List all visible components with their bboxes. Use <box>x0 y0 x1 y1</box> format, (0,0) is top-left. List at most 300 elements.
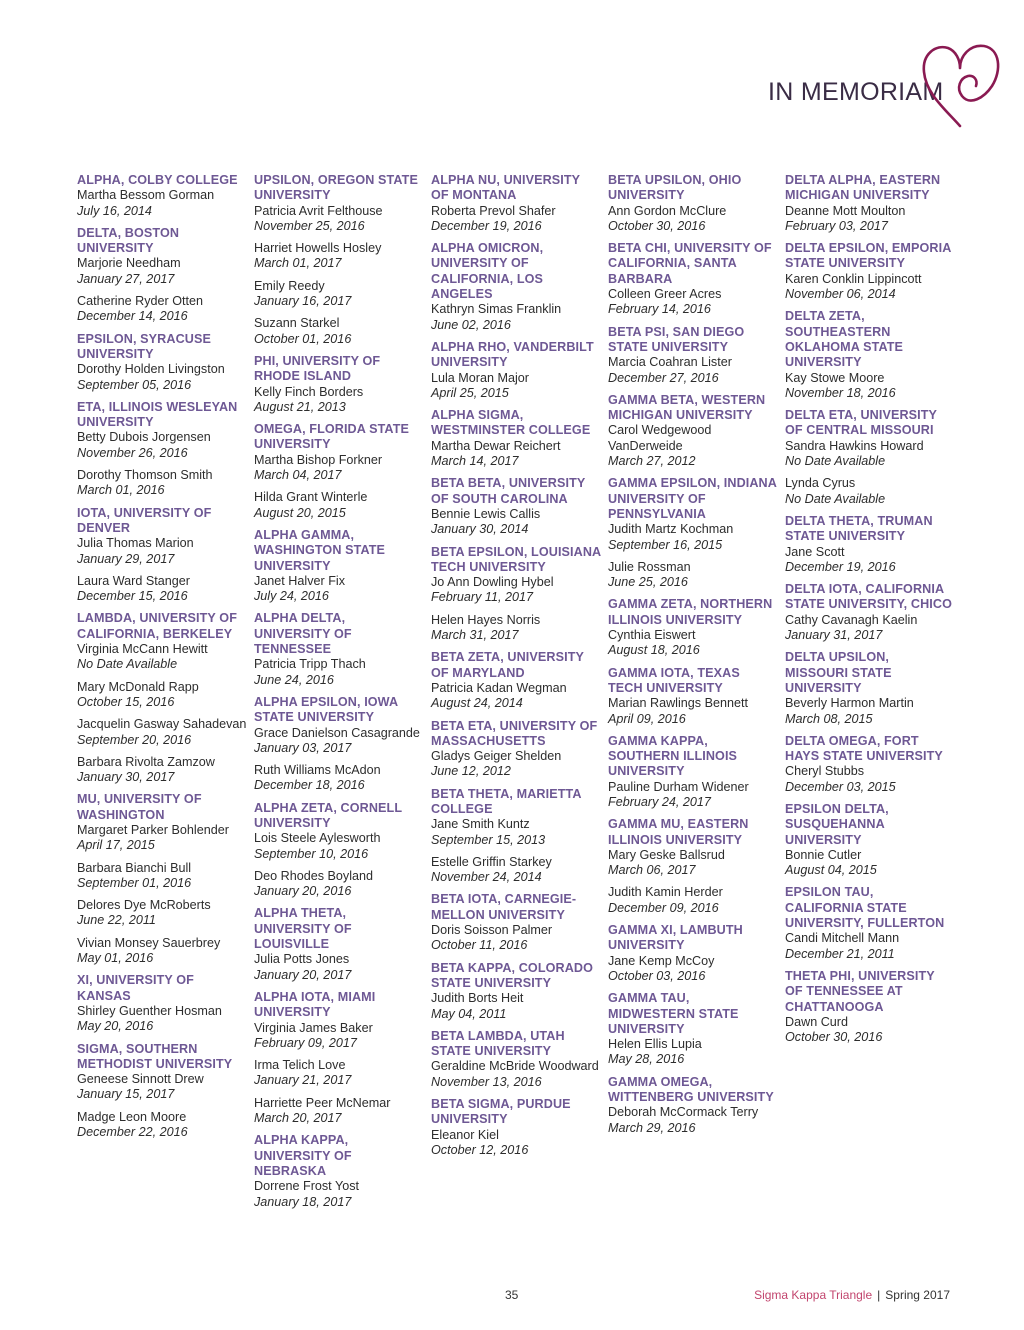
member-date: January 30, 2017 <box>77 770 175 785</box>
chapter-name: ALPHA ZETA, CORNELL UNIVERSITY <box>254 800 402 830</box>
member-name: Martha Dewar Reichert <box>431 438 561 453</box>
member-date: May 20, 2016 <box>77 1019 154 1034</box>
member-name: Jacquelin Gasway Sahadevan <box>77 717 247 732</box>
member-date: March 01, 2016 <box>77 483 165 498</box>
member-date: November 06, 2014 <box>785 287 896 302</box>
member-date: November 26, 2016 <box>77 445 188 460</box>
member-date: November 25, 2016 <box>254 218 365 233</box>
chapter-group <box>785 173 955 234</box>
member-name: Julia Potts Jones <box>254 952 350 967</box>
member-date: December 19, 2016 <box>785 559 896 574</box>
chapter-group <box>254 422 424 521</box>
member-entry <box>785 613 955 644</box>
member-date: August 24, 2014 <box>431 696 523 711</box>
member-date: December 21, 2011 <box>785 946 895 961</box>
chapter-group <box>77 226 247 325</box>
chapter-name: MU, UNIVERSITY OF WASHINGTON <box>77 792 202 822</box>
chapter-name: DELTA IOTA, CALIFORNIA STATE UNIVERSITY, CHICO <box>785 582 952 612</box>
chapter-group <box>431 787 601 886</box>
member-entry <box>77 1004 247 1035</box>
member-name: Geraldine McBride Woodward <box>431 1059 599 1074</box>
member-entry <box>785 1015 955 1046</box>
page-header <box>700 40 1010 140</box>
chapter-name: GAMMA EPSILON, INDIANA UNIVERSITY OF PENNSYLVANIA <box>608 476 777 521</box>
footer-separator: | <box>877 1288 881 1302</box>
chapter-name: GAMMA IOTA, TEXAS TECH UNIVERSITY <box>608 665 740 695</box>
member-name: Emily Reedy <box>254 278 325 293</box>
chapter-name: EPSILON TAU, CALIFORNIA STATE UNIVERSITY, FULLERTON <box>785 885 945 931</box>
member-date: February 11, 2017 <box>431 590 533 605</box>
chapter-group <box>785 582 955 643</box>
member-name: Deanne Mott Moulton <box>785 203 906 218</box>
member-entry <box>254 385 424 416</box>
member-entry <box>431 855 601 886</box>
member-entry <box>77 642 247 673</box>
chapter-group <box>785 802 955 878</box>
chapter-name: BETA PSI, SAN DIEGO STATE UNIVERSITY <box>608 324 745 354</box>
member-name: Kay Stowe Moore <box>785 370 885 385</box>
member-date: August 04, 2015 <box>785 863 877 878</box>
chapter-group <box>608 241 778 317</box>
chapter-group <box>77 611 247 785</box>
member-date: August 20, 2015 <box>254 505 346 520</box>
member-entry <box>254 316 424 347</box>
member-date: November 18, 2016 <box>785 385 896 400</box>
chapter-group <box>608 923 778 984</box>
chapter-group <box>431 650 601 711</box>
chapter-name: DELTA, BOSTON UNIVERSITY <box>77 225 180 256</box>
chapter-name: ETA, ILLINOIS WESLEYAN UNIVERSITY <box>77 399 238 430</box>
member-entry <box>254 869 424 900</box>
chapter-group <box>608 393 778 469</box>
member-date: May 01, 2016 <box>77 951 154 966</box>
member-name: Martha Bishop Forkner <box>254 452 383 467</box>
member-name: Harriette Peer McNemar <box>254 1095 391 1110</box>
member-date: March 06, 2017 <box>608 863 696 878</box>
chapter-group <box>77 400 247 499</box>
member-name: Jane Smith Kuntz <box>431 817 530 832</box>
member-name: Beverly Harmon Martin <box>785 696 914 711</box>
member-entry <box>431 749 601 780</box>
chapter-group <box>254 611 424 687</box>
member-date: January 30, 2014 <box>431 522 529 537</box>
chapter-group <box>77 332 247 393</box>
chapter-name: DELTA EPSILON, EMPORIA STATE UNIVERSITY <box>785 241 951 271</box>
member-date: March 20, 2017 <box>254 1111 342 1126</box>
member-entry <box>608 954 778 985</box>
chapter-group <box>608 173 778 234</box>
member-entry <box>77 536 247 567</box>
chapter-group <box>431 1097 601 1158</box>
publication-footer <box>754 1288 950 1302</box>
member-name: Margaret Parker Bohlender <box>77 822 229 837</box>
member-entry <box>608 696 778 727</box>
member-date: October 03, 2016 <box>608 968 706 983</box>
member-date: December 27, 2016 <box>608 370 719 385</box>
member-entry <box>77 256 247 287</box>
memoriam-column <box>785 173 955 1045</box>
member-name: Judith Kamin Herder <box>608 885 723 900</box>
member-entry <box>254 831 424 862</box>
member-date: May 04, 2011 <box>431 1006 507 1021</box>
chapter-group <box>608 325 778 386</box>
member-name: Julie Rossman <box>608 559 691 574</box>
chapter-group <box>431 408 601 469</box>
member-entry <box>608 204 778 235</box>
chapter-name: SIGMA, SOUTHERN METHODIST UNIVERSITY <box>77 1041 233 1071</box>
member-name: Eleanor Kiel <box>431 1127 499 1142</box>
member-date: March 04, 2017 <box>254 468 342 483</box>
chapter-group <box>431 892 601 953</box>
member-name: Patricia Kadan Wegman <box>431 680 567 695</box>
member-date: October 30, 2016 <box>608 218 706 233</box>
chapter-group <box>785 734 955 795</box>
member-name: Deo Rhodes Boyland <box>254 868 374 883</box>
member-date: January 16, 2017 <box>254 294 352 309</box>
chapter-group <box>77 506 247 605</box>
member-name: Madge Leon Moore <box>77 1109 187 1124</box>
member-name: Lois Steele Aylesworth <box>254 831 381 846</box>
chapter-name: ALPHA NU, UNIVERSITY OF MONTANA <box>431 173 580 203</box>
member-name: Doris Soisson Palmer <box>431 923 553 938</box>
member-entry <box>608 848 778 879</box>
member-entry <box>785 272 955 303</box>
member-name: Lula Moran Major <box>431 370 529 385</box>
member-name: Colleen Greer Acres <box>608 287 722 302</box>
member-date: January 20, 2017 <box>254 967 352 982</box>
member-name: Jane Scott <box>785 544 845 559</box>
member-entry <box>431 439 601 470</box>
chapter-group <box>785 514 955 575</box>
chapter-group <box>431 545 601 644</box>
member-date: June 24, 2016 <box>254 672 334 687</box>
member-entry <box>431 681 601 712</box>
member-name: Harriet Howells Hosley <box>254 241 382 256</box>
member-name: Grace Danielson Casagrande <box>254 725 420 740</box>
member-entry <box>785 764 955 795</box>
member-date: October 01, 2016 <box>254 331 352 346</box>
member-entry <box>77 574 247 605</box>
member-entry <box>431 991 601 1022</box>
member-date: March 14, 2017 <box>431 454 519 469</box>
member-entry <box>254 952 424 983</box>
member-date: November 13, 2016 <box>431 1074 542 1089</box>
member-name: Julia Thomas Marion <box>77 536 194 551</box>
member-entry <box>431 817 601 848</box>
member-entry <box>77 188 247 219</box>
member-name: Shirley Guenther Hosman <box>77 1003 222 1018</box>
member-name: Catherine Ryder Otten <box>77 294 203 309</box>
member-name: Lynda Cyrus <box>785 476 856 491</box>
member-name: Roberta Prevol Shafer <box>431 203 556 218</box>
member-entry <box>254 574 424 605</box>
chapter-name: BETA ETA, UNIVERSITY OF MASSACHUSETTS <box>431 718 598 748</box>
member-date: April 17, 2015 <box>77 838 155 853</box>
member-entry <box>254 490 424 521</box>
member-entry <box>785 848 955 879</box>
member-date: October 30, 2016 <box>785 1030 883 1045</box>
member-entry <box>77 430 247 461</box>
member-entry <box>431 923 601 954</box>
member-entry <box>431 1059 601 1090</box>
chapter-name: ALPHA, COLBY COLLEGE <box>77 173 238 187</box>
chapter-name: ALPHA RHO, VANDERBILT UNIVERSITY <box>431 339 594 370</box>
member-date: December 19, 2016 <box>431 218 542 233</box>
chapter-group <box>431 1029 601 1090</box>
member-entry <box>785 931 955 962</box>
member-entry <box>254 726 424 757</box>
chapter-name: BETA IOTA, CARNEGIE-MELLON UNIVERSITY <box>431 892 577 922</box>
member-name: Carol Wedgewood VanDerweide <box>608 423 712 453</box>
member-name: Dawn Curd <box>785 1014 848 1029</box>
chapter-name: LAMBDA, UNIVERSITY OF CALIFORNIA, BERKELEY <box>77 611 237 641</box>
member-date: December 03, 2015 <box>785 779 896 794</box>
member-date: November 24, 2014 <box>431 870 542 885</box>
member-entry <box>254 1179 424 1210</box>
member-name: Cathy Cavanagh Kaelin <box>785 612 918 627</box>
chapter-group <box>785 969 955 1045</box>
member-entry <box>254 763 424 794</box>
member-name: Hilda Grant Winterle <box>254 490 368 505</box>
member-entry <box>254 204 424 235</box>
member-entry <box>254 1021 424 1052</box>
memoriam-column <box>77 173 247 1140</box>
member-name: Vivian Monsey Sauerbrey <box>77 935 221 950</box>
member-name: Helen Ellis Lupia <box>608 1037 702 1052</box>
member-name: Irma Telich Love <box>254 1058 346 1073</box>
member-entry <box>77 755 247 786</box>
chapter-name: DELTA OMEGA, FORT HAYS STATE UNIVERSITY <box>785 733 943 764</box>
chapter-group <box>77 173 247 219</box>
chapter-name: BETA SIGMA, PURDUE UNIVERSITY <box>431 1097 571 1127</box>
chapter-name: ALPHA DELTA, UNIVERSITY OF TENNESSEE <box>254 611 352 657</box>
member-entry <box>785 476 955 507</box>
member-name: Karen Conklin Lippincott <box>785 271 922 286</box>
chapter-group <box>254 990 424 1126</box>
chapter-group <box>785 241 955 302</box>
memoriam-column <box>608 173 778 1136</box>
member-name: Patricia Avrit Felthouse <box>254 203 383 218</box>
member-entry <box>608 423 778 469</box>
chapter-name: THETA PHI, UNIVERSITY OF TENNESSEE AT CHATTANOOGA <box>785 968 935 1014</box>
member-date: March 08, 2015 <box>785 711 873 726</box>
member-date: August 21, 2013 <box>254 399 346 414</box>
member-name: Martha Bessom Gorman <box>77 188 215 203</box>
member-name: Sandra Hawkins Howard <box>785 438 924 453</box>
member-entry <box>431 507 601 538</box>
member-name: Judith Borts Heit <box>431 991 524 1006</box>
chapter-group <box>431 340 601 401</box>
chapter-group <box>431 173 601 234</box>
member-name: Jane Kemp McCoy <box>608 953 715 968</box>
chapter-name: GAMMA MU, EASTERN ILLINOIS UNIVERSITY <box>608 817 749 847</box>
member-name: Ann Gordon McClure <box>608 203 727 218</box>
member-date: June 02, 2016 <box>431 317 511 332</box>
member-date: August 18, 2016 <box>608 643 700 658</box>
member-name: Janet Halver Fix <box>254 573 345 588</box>
member-entry <box>785 204 955 235</box>
chapter-name: BETA UPSILON, OHIO UNIVERSITY <box>608 173 742 203</box>
chapter-group <box>431 719 601 780</box>
member-date: December 09, 2016 <box>608 900 719 915</box>
chapter-group <box>785 309 955 401</box>
member-entry <box>608 1037 778 1068</box>
member-entry <box>254 1096 424 1127</box>
chapter-name: BETA CHI, UNIVERSITY OF CALIFORNIA, SANTA BARBARA <box>608 241 772 286</box>
chapter-name: BETA THETA, MARIETTA COLLEGE <box>431 786 582 816</box>
member-name: Ruth Williams McAdon <box>254 763 381 778</box>
member-date: June 22, 2011 <box>77 913 156 928</box>
chapter-name: GAMMA KAPPA, SOUTHERN ILLINOIS UNIVERSITY <box>608 733 738 779</box>
member-date: September 15, 2013 <box>431 832 546 847</box>
member-date: October 12, 2016 <box>431 1142 529 1157</box>
chapter-name: DELTA THETA, TRUMAN STATE UNIVERSITY <box>785 513 933 544</box>
chapter-name: BETA KAPPA, COLORADO STATE UNIVERSITY <box>431 960 593 990</box>
chapter-group <box>254 906 424 982</box>
member-entry <box>77 680 247 711</box>
page-title: IN MEMORIAM <box>768 78 944 106</box>
chapter-group <box>254 1133 424 1209</box>
member-entry <box>431 371 601 402</box>
member-date: April 09, 2016 <box>608 711 686 726</box>
member-date: September 10, 2016 <box>254 846 369 861</box>
member-name: Delores Dye McRoberts <box>77 898 211 913</box>
chapter-group <box>77 1042 247 1141</box>
member-name: Estelle Griffin Starkey <box>431 854 552 869</box>
member-entry <box>785 545 955 576</box>
member-entry <box>77 1072 247 1103</box>
member-entry <box>608 628 778 659</box>
member-name: Virginia James Baker <box>254 1020 373 1035</box>
chapter-name: ALPHA THETA, UNIVERSITY OF LOUISVILLE <box>254 906 352 952</box>
member-name: Jo Ann Dowling Hybel <box>431 575 554 590</box>
chapter-name: IOTA, UNIVERSITY OF DENVER <box>77 505 212 535</box>
chapter-name: DELTA ALPHA, EASTERN MICHIGAN UNIVERSITY <box>785 173 941 203</box>
member-date: No Date Available <box>785 454 886 469</box>
member-entry <box>77 294 247 325</box>
member-date: September 05, 2016 <box>77 377 192 392</box>
chapter-group <box>254 528 424 604</box>
chapter-group <box>431 241 601 333</box>
chapter-group <box>77 792 247 966</box>
member-entry <box>431 204 601 235</box>
member-name: Judith Martz Kochman <box>608 522 734 537</box>
member-name: Kelly Finch Borders <box>254 384 364 399</box>
chapter-group <box>785 650 955 726</box>
chapter-name: EPSILON, SYRACUSE UNIVERSITY <box>77 331 211 361</box>
member-name: Virginia McCann Hewitt <box>77 642 208 657</box>
chapter-name: DELTA ETA, UNIVERSITY OF CENTRAL MISSOURI <box>785 408 937 438</box>
member-entry <box>77 1110 247 1141</box>
member-date: No Date Available <box>77 657 178 672</box>
member-entry <box>431 1128 601 1159</box>
member-name: Geneese Sinnott Drew <box>77 1072 204 1087</box>
chapter-name: ALPHA OMICRON, UNIVERSITY OF CALIFORNIA, LOS ANGELES <box>431 241 544 302</box>
member-date: June 25, 2016 <box>608 575 688 590</box>
member-name: Patricia Tripp Thach <box>254 657 366 672</box>
member-entry <box>608 355 778 386</box>
member-date: February 14, 2016 <box>608 302 711 317</box>
chapter-name: GAMMA TAU, MIDWESTERN STATE UNIVERSITY <box>608 991 739 1036</box>
member-name: Dorrene Frost Yost <box>254 1179 359 1194</box>
member-date: September 20, 2016 <box>77 732 192 747</box>
member-entry <box>77 823 247 854</box>
chapter-group <box>254 801 424 900</box>
member-name: Cheryl Stubbs <box>785 764 865 779</box>
chapter-group <box>431 476 601 537</box>
member-date: July 16, 2014 <box>77 203 152 218</box>
member-date: July 24, 2016 <box>254 589 329 604</box>
member-date: December 18, 2016 <box>254 778 365 793</box>
member-name: Gladys Geiger Shelden <box>431 749 562 764</box>
member-date: April 25, 2015 <box>431 385 509 400</box>
member-date: May 28, 2016 <box>608 1052 685 1067</box>
member-date: January 03, 2017 <box>254 740 352 755</box>
chapter-name: OMEGA, FLORIDA STATE UNIVERSITY <box>254 422 409 452</box>
member-name: Candi Mitchell Mann <box>785 931 900 946</box>
member-date: January 31, 2017 <box>785 628 883 643</box>
memoriam-column <box>431 173 601 1158</box>
member-entry <box>77 362 247 393</box>
member-entry <box>77 861 247 892</box>
member-name: Kathryn Simas Franklin <box>431 302 562 317</box>
member-date: March 31, 2017 <box>431 628 519 643</box>
member-name: Betty Dubois Jorgensen <box>77 430 211 445</box>
heart-icon <box>920 40 1004 132</box>
member-date: December 15, 2016 <box>77 589 188 604</box>
chapter-name: DELTA UPSILON, MISSOURI STATE UNIVERSITY <box>785 650 892 695</box>
member-entry <box>608 885 778 916</box>
member-name: Marcia Coahran Lister <box>608 355 732 370</box>
chapter-group <box>608 991 778 1067</box>
chapter-group <box>608 666 778 727</box>
chapter-name: PHI, UNIVERSITY OF RHODE ISLAND <box>254 353 381 384</box>
member-entry <box>77 468 247 499</box>
member-entry <box>785 371 955 402</box>
chapter-group <box>608 734 778 810</box>
member-entry <box>77 936 247 967</box>
member-entry <box>608 1105 778 1136</box>
member-entry <box>77 717 247 748</box>
member-entry <box>608 287 778 318</box>
chapter-group <box>785 408 955 507</box>
chapter-name: ALPHA SIGMA, WESTMINSTER COLLEGE <box>431 408 591 438</box>
member-date: January 27, 2017 <box>77 271 175 286</box>
member-entry <box>431 302 601 333</box>
member-name: Deborah McCormack Terry <box>608 1105 759 1120</box>
chapter-group <box>254 173 424 347</box>
chapter-name: ALPHA GAMMA, WASHINGTON STATE UNIVERSITY <box>254 527 386 573</box>
member-date: February 24, 2017 <box>608 794 711 809</box>
chapter-group <box>254 695 424 794</box>
chapter-name: ALPHA KAPPA, UNIVERSITY OF NEBRASKA <box>254 1133 352 1178</box>
chapter-name: UPSILON, OREGON STATE UNIVERSITY <box>254 173 418 203</box>
member-name: Bonnie Cutler <box>785 847 862 862</box>
chapter-name: XI, UNIVERSITY OF KANSAS <box>77 973 194 1003</box>
member-name: Helen Hayes Norris <box>431 612 541 627</box>
member-entry <box>608 560 778 591</box>
member-name: Mary McDonald Rapp <box>77 679 199 694</box>
member-name: Bennie Lewis Callis <box>431 506 541 521</box>
member-date: June 12, 2012 <box>431 764 511 779</box>
publication-name: Sigma Kappa Triangle <box>754 1288 873 1302</box>
member-date: January 18, 2017 <box>254 1194 352 1209</box>
member-name: Marjorie Needham <box>77 256 181 271</box>
member-date: December 14, 2016 <box>77 309 188 324</box>
member-entry <box>431 613 601 644</box>
member-date: December 22, 2016 <box>77 1125 188 1140</box>
member-date: March 27, 2012 <box>608 454 696 469</box>
